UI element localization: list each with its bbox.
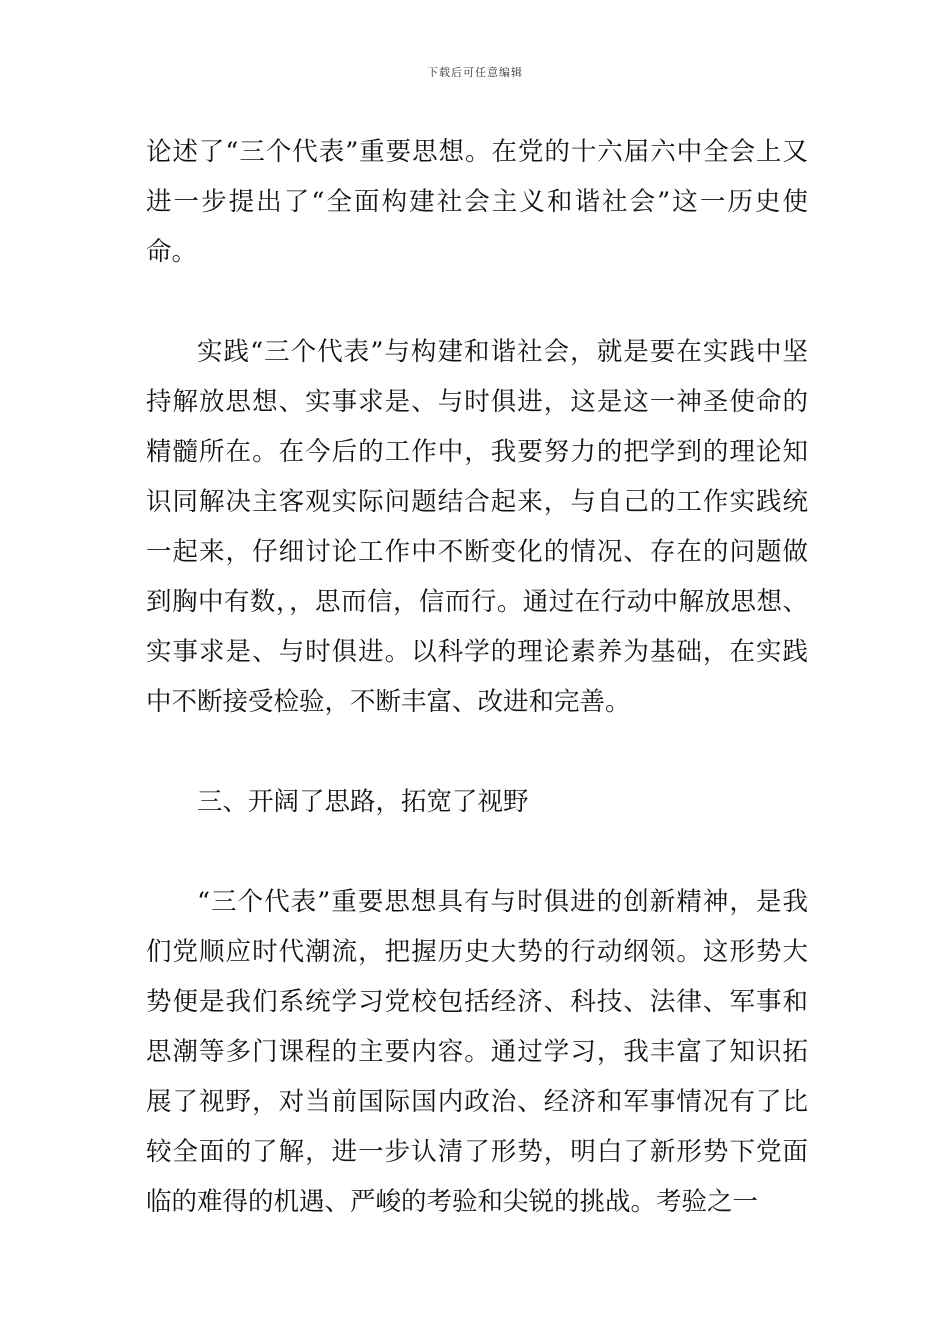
paragraph-gap bbox=[146, 727, 808, 777]
paragraph-gap bbox=[146, 277, 808, 327]
paragraph-gap bbox=[146, 827, 808, 877]
paragraph-three-represents: “三个代表”重要思想具有与时俱进的创新精神，是我们党顺应时代潮流，把握历史大势的行动纲领。这形势大势便是我们系统学习党校包括经济、科技、法律、军事和思潮等多门课程的主要内容。通过学习，我丰富了知识拓展了视野，对当前国际国内政治、经济和军事情况有了比较全面的了解，进一步认清了形势，明白了新形势下党面临的难得的机遇、严峻的考验和尖锐的挑战。考验之一 bbox=[146, 887, 808, 1217]
paragraph-continuation: 论述了“三个代表”重要思想。在党的十六届六中全会上又进一步提出了“全面构建社会主义和谐社会”这一历史使命。 bbox=[146, 137, 808, 267]
section-heading: 三、开阔了思路，拓宽了视野 bbox=[197, 787, 529, 817]
document-body bbox=[146, 127, 808, 1227]
page-header: 下载后可任意编辑 bbox=[427, 66, 523, 79]
paragraph-practice: 实践“三个代表”与构建和谐社会，就是要在实践中坚持解放思想、实事求是、与时俱进，这是这一神圣使命的精髓所在。在今后的工作中，我要努力的把学到的理论知识同解决主客观实际问题结合起来，与自己的工作实践统一起来，仔细讨论工作中不断变化的情况、存在的问题做到胸中有数，，思而信，信而行。通过在行动中解放思想、实事求是、与时俱进。以科学的理论素养为基础，在实践中不断接受检验，不断丰富、改进和完善。 bbox=[146, 337, 808, 717]
